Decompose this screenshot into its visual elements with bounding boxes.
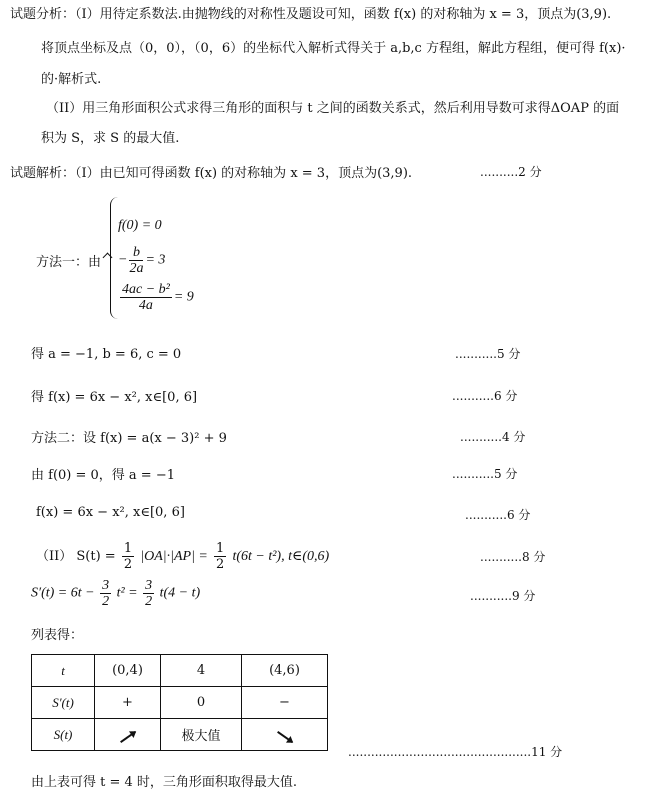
score-2: ..........2 分 (480, 165, 542, 179)
equation-2: − $\frac{b}{2a}$ = 3 (118, 245, 166, 276)
result-1: 得 a = −1, b = 6, c = 0 (31, 347, 182, 362)
equation-3: $\frac{\text{4ac − b²}}{4a}$ = 9 (122, 282, 194, 313)
analysis-line-2: 将顶点坐标及点（0，0），（0，6）的坐标代入解析式得关于 a,b,c 方程组，解此方程组，便可得 f(x)· (41, 41, 626, 56)
conclusion: 由上表可得 t = 4 时，三角形面积取得最大值. (31, 775, 298, 790)
method2-result: f(x) = 6x − x², x∈[0, 6] (36, 505, 185, 520)
increasing-arrow-icon (95, 719, 161, 751)
table-cell: 0 (161, 687, 242, 719)
derivative: S′(t) = 6t − $\frac{3}{2}$ t² = $\frac{3}{2}$ t(4 − t) (31, 578, 201, 609)
solution-intro: 试题解析：（I）由已知可得函数 f(x) 的对称轴为 x = 3，顶点为(3,9). (10, 166, 413, 181)
table-cell: S′(t) (32, 687, 95, 719)
score-6b: ...........6 分 (465, 508, 531, 522)
score-5b: ...........5 分 (452, 467, 518, 481)
score-8: ...........8 分 (480, 550, 546, 564)
score-9: ...........9 分 (470, 589, 536, 603)
analysis-line-3: 的·解析式. (41, 72, 102, 87)
sign-table (31, 654, 328, 751)
score-4: ...........4 分 (460, 430, 526, 444)
table-cell: − (242, 687, 328, 719)
analysis-line-1: 试题分析：（I）用待定系数法.由抛物线的对称性及题设可知，函数 f(x) 的对称轴为 x = 3，顶点为(3,9). (10, 7, 612, 22)
score-6a: ...........6 分 (452, 389, 518, 403)
table-cell: t (32, 655, 95, 687)
table-cell: (4,6) (242, 655, 328, 687)
analysis-line-4: （II）用三角形面积公式求得三角形的面积与 t 之间的函数关系式，然后利用导数可求得ΔOAP 的面 (46, 101, 620, 116)
table-cell: 4 (161, 655, 242, 687)
decreasing-arrow-icon (242, 719, 328, 751)
analysis-line-5: 积为 S，求 S 的最大值. (41, 131, 180, 146)
table-row (32, 719, 328, 751)
table-cell: + (95, 687, 161, 719)
table-intro: 列表得： (31, 628, 84, 643)
method2-step: 由 f(0) = 0，得 a = −1 (31, 468, 175, 483)
part2-area: （II） S(t) = $\frac{1}{2}$ |OA|·|AP| = $\frac{1}{2}$ t(6t − t²), t∈(0,6) (36, 541, 330, 572)
table-cell: S(t) (32, 719, 95, 751)
table-cell: 极大值 (161, 719, 242, 751)
table-cell: (0,4) (95, 655, 161, 687)
table-row (32, 655, 328, 687)
method2: 方法二：设 f(x) = a(x − 3)² + 9 (31, 431, 227, 446)
table-row (32, 687, 328, 719)
score-11: ................................................11 分 (348, 745, 563, 759)
equation-1: f(0) = 0 (118, 218, 162, 233)
method1-label: 方法一：由 (36, 255, 102, 270)
result-2: 得 f(x) = 6x − x², x∈[0, 6] (31, 390, 198, 405)
score-5a: ...........5 分 (455, 347, 521, 361)
